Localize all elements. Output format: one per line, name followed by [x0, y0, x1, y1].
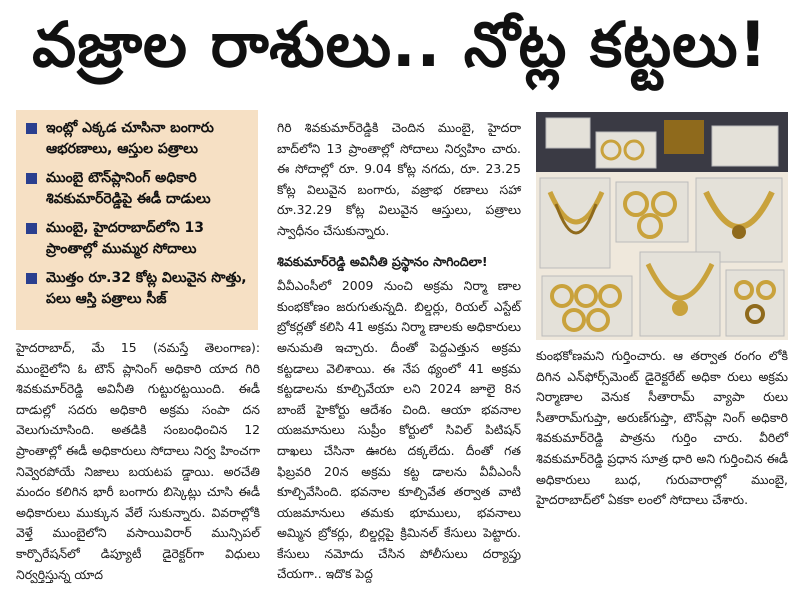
article-column-2: [277, 118, 521, 585]
highlight-text: ముంబై, హైదరాబాద్‌లోని 13 ప్రాంతాల్లో ముమ్మర సోదాలు: [46, 220, 205, 257]
highlight-text: మొత్తం రూ.32 కోట్ల విలువైన సొత్తు, పలు ఆస్తి పత్రాలు సీజ్: [46, 270, 247, 307]
square-bullet-icon: [26, 223, 37, 234]
jewellery-illustration: [536, 112, 788, 340]
article-paragraph: కుంభకోణమని గుర్తించారు. ఆ తర్వాత రంగం లోకి దిగిన ఎన్‌ఫోర్స్‌మెంట్ డైరెక్టరేట్ అధికా రులు అక్రమ నిర్మాణాల వెనుక సీతారామ్ వ్యాపా రులు సీతారామ్‌గుప్తా, అరుణ్‌గుప్తా, టౌన్‌ప్లా నింగ్ అధికారి శివకుమార్‌రెడ్డి పాత్రను గుర్తిం చారు. వీరిలో శివకుమార్‌రెడ్డి ప్రధాన సూత్ర ధారి అని గుర్తించిన ఈడీ అధికారులు బుధ, గురువారాల్లో ముంబై, హైదరాబాద్‌లో ఏకకా లంలో సోదాలు చేశారు.: [536, 348, 788, 508]
article-column-3: [536, 346, 788, 511]
article-paragraph: హైదరాబాద్, మే 15 (నమస్తే తెలంగాణ): ముంబైలోని ఓ టౌన్ ప్లానింగ్ అధికారి యాద గిరి శివకుమార్‌రెడ్డి అవినీతి గుట్టురట్టయింది. ఈడీ దాడుల్లో సదరు అధికారి అక్రమ సంపా దన వెలుగుచూసింది. అతడికి సంబంధించిన 12 ప్రాంతాల్లో ఈడీ అధికారులు సోదాలు నిర్వ హించగా నివ్వెరపోయే నిజాలు బయటప డ్డాయి. అరచేతి మందం కలిగిన భారీ బంగారు బిస్కెట్లు చూసి ఈడీ అధికారులు ముక్కున వేలే సుకున్నారు. వివరాల్లోకి వెళ్తే ముంబైలోని వసాయివిరార్ మున్సిపల్ కార్పొరేషన్‌లో డిప్యూటీ డైరెక్టర్‌గా విధులు నిర్వర్తిస్తున్న యాద: [16, 340, 260, 582]
seized-jewellery-photo: [536, 112, 788, 340]
highlights-box: [16, 110, 258, 330]
highlight-item: [24, 268, 252, 310]
highlight-text: ఇంట్లో ఎక్కడ చూసినా బంగారు ఆభరణాలు, ఆస్తుల పత్రాలు: [46, 120, 214, 157]
highlight-item: [24, 218, 252, 260]
highlight-item: [24, 118, 252, 160]
highlights-list: [16, 110, 258, 310]
highlight-item: [24, 168, 252, 210]
square-bullet-icon: [26, 173, 37, 184]
square-bullet-icon: [26, 123, 37, 134]
square-bullet-icon: [26, 273, 37, 284]
headline: వజ్రాల రాశులు.. నోట్ల కట్టలు!: [32, 8, 768, 81]
article-column-1: [16, 338, 260, 585]
article-paragraph: వీవీఎంసీలో 2009 నుంచి అక్రమ నిర్మా ణాల కుంభకోణం జరుగుతున్నది. బిల్డర్లు, రియల్ ఎస్టేట్ బ్రోకర్లతో కలిసి 41 అక్రమ నిర్మా ణాలకు అధికారులు అనుమతి ఇచ్చారు. దీంతో పెద్దఎత్తున అక్రమ కట్టడాలు వెలిశాయి. ఈ నేప థ్యంలో 41 అక్రమ కట్టడాలను కూల్చివేయా లని 2024 జూలై 8న బాంబే హైకోర్టు ఆదేశం చింది. ఆయా భవనాల యజమానులు సుప్రీం కోర్టులో సివిల్ పిటిషన్ దాఖలు చేసినా ఊరట దక్కలేదు. దీంతో గత ఫిబ్రవరి 20న అక్రమ కట్ట డాలను వీవీఎంసీ కూల్చివేసింది. భవనాల కూల్చివేత తర్వాత వాటి యజమానులు తమకు భూములు, భవనాలు అమ్మిన బ్రోకర్లు, బిల్డర్లపై క్రిమినల్ కేసులు పెట్టారు. కేసులు నమోదు చేసిన పోలీసులు దర్యాప్తు చేయగా.. ఇదొక పెద్ద: [277, 278, 521, 582]
highlight-text: ముంబై టౌన్‌ప్లానింగ్ అధికారి శివకుమార్‌రెడ్డిపై ఈడీ దాడులు: [46, 170, 211, 207]
section-subheading: శివకుమార్‌రెడ్డి అవినీతి ప్రస్థానం సాగిందిలా!: [277, 253, 488, 269]
article-paragraph: గిరి శివకుమార్‌రెడ్డికి చెందిన ముంబై, హైదరా బాద్‌లోని 13 ప్రాంతాల్లో సోదాలు నిర్వహిం చారు. ఈ సోదాల్లో రూ. 9.04 కోట్ల నగదు, రూ. 23.25 కోట్ల విలువైన బంగారు, వజ్రాభ రణాలు సహా రూ.32.29 కోట్ల విలువైన ఆస్తులు, పత్రాలు స్వాధీనం చేసుకున్నారు.: [277, 120, 521, 238]
